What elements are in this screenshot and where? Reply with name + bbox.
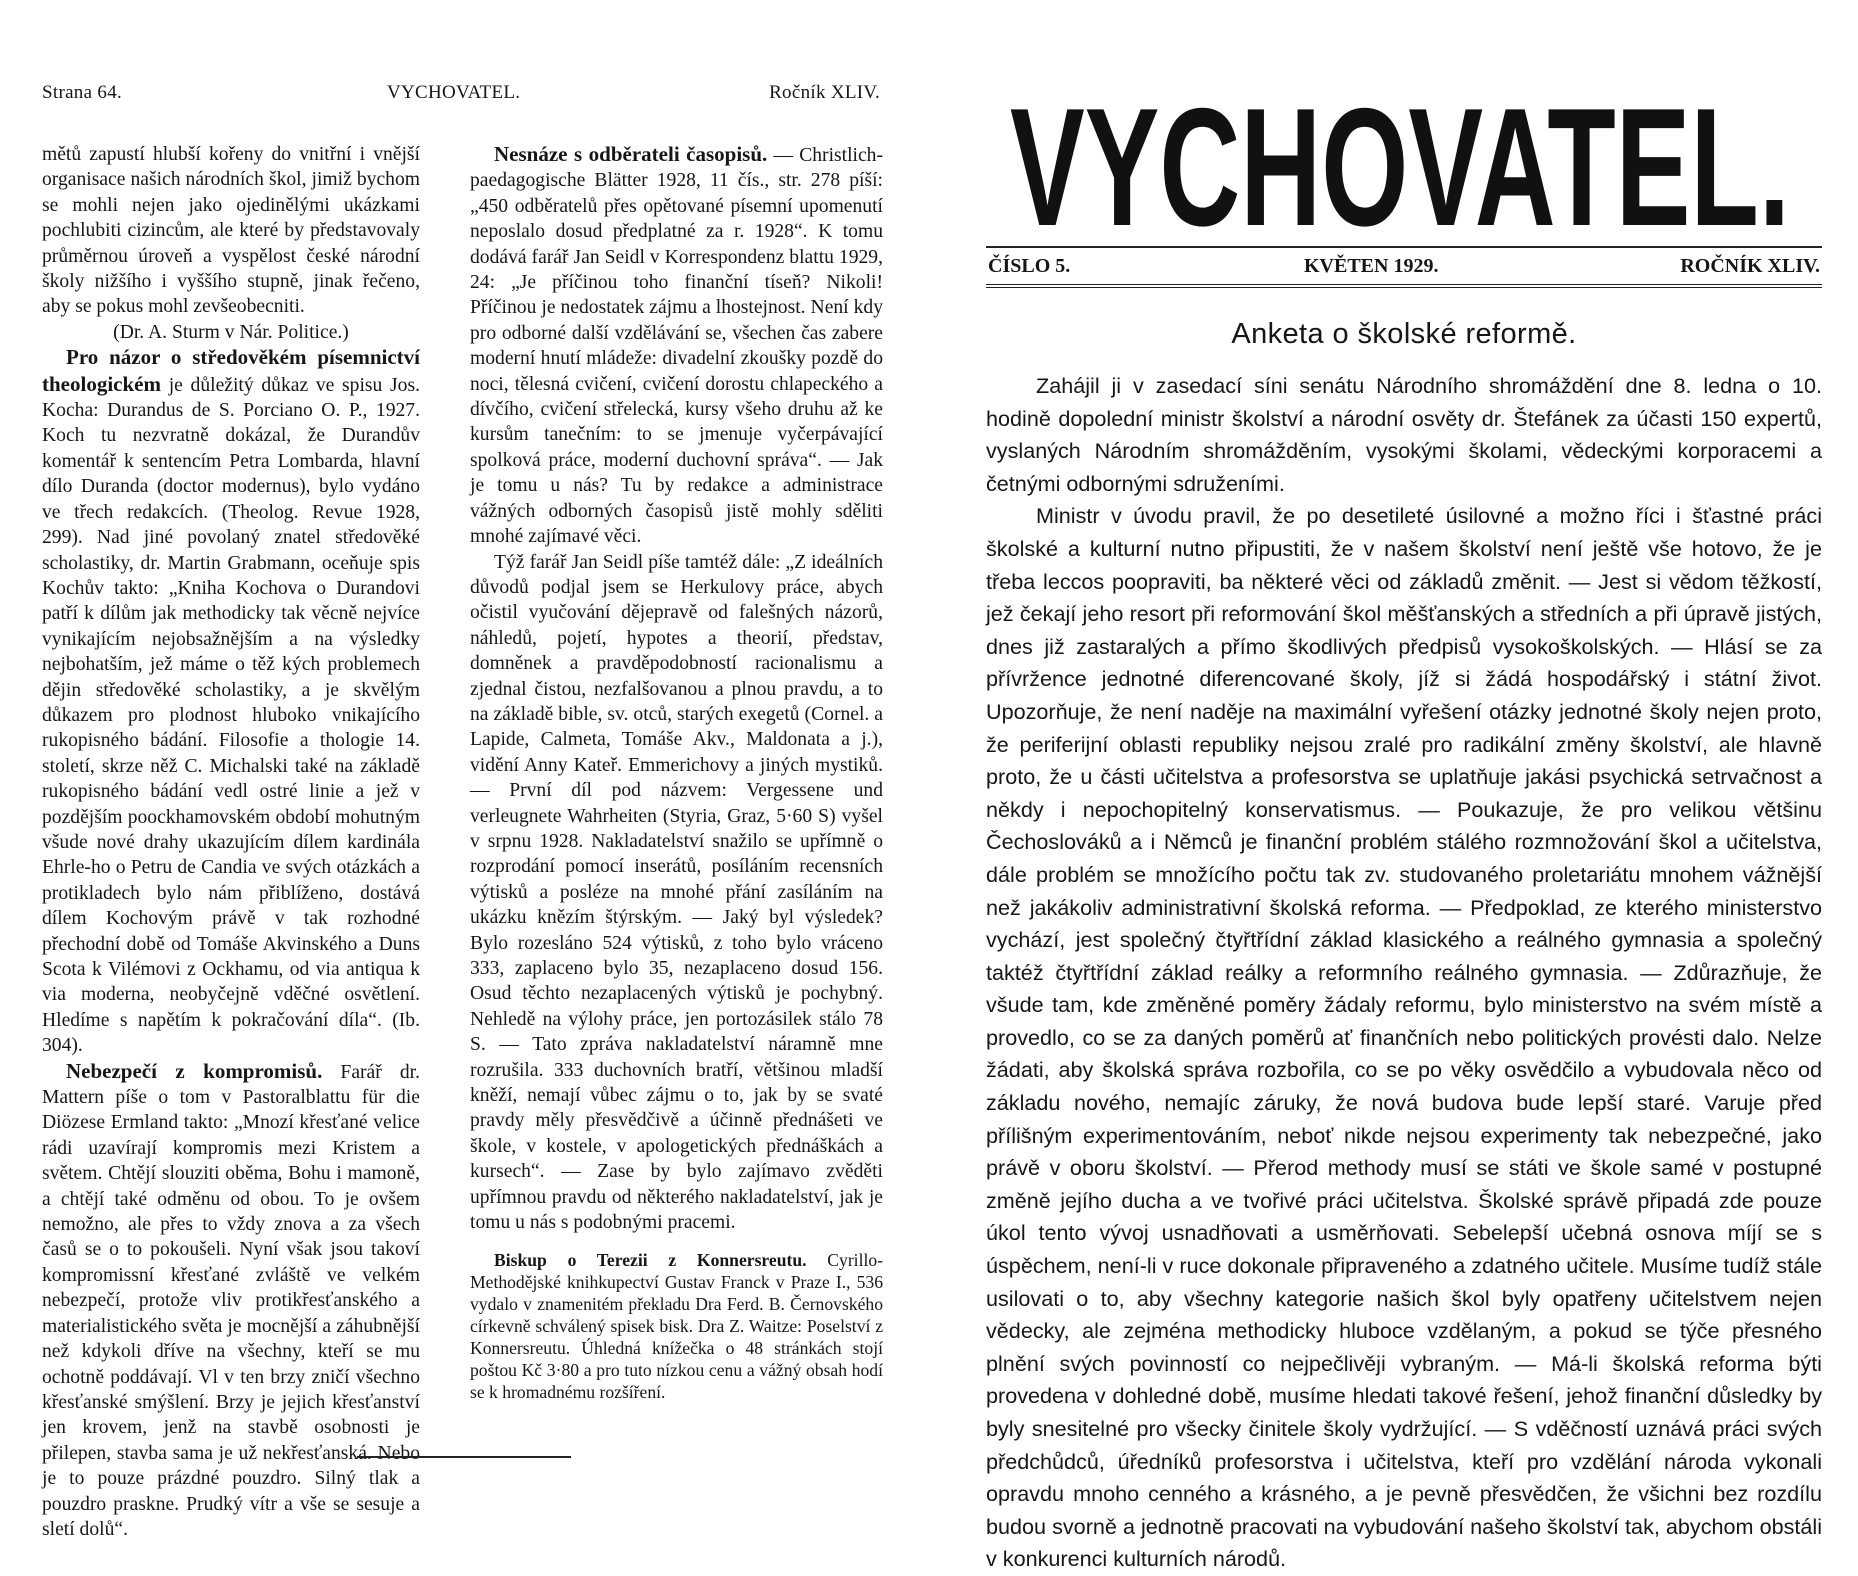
- issue-date: KVĚTEN 1929.: [1304, 255, 1439, 277]
- column-a-paragraph-3: [42, 1059, 420, 1543]
- column-a-paragraph-1: mětů zapustí hlubší kořeny do vnitřní i vnější organisace našich národních škol, jimiž bychom se mohli nejen jako ojedinělými ukázkami pochlubiti cizincům, ale které by představovaly průměrnou úroveň a vyspělost české národní školy nižšího i vyššího stupně, jinak řečeno, aby se pokus mohl zevšeobecniti.: [42, 144, 420, 318]
- issue-bar: [986, 246, 1822, 288]
- masthead: [1000, 75, 1800, 245]
- masthead-title: VYCHOVATEL.: [1010, 75, 1790, 245]
- article-title: Anketa o školské reformě.: [1231, 318, 1577, 350]
- section-text: je důležitý důkaz ve spisu Jos. Kocha: Durandus de S. Porciano O. P., 1927. Koch tu nezvratně dokázal, že Durandův komentář k sentencím Petra Lombarda, hlavní dílo Duranda (doctor modernus), bylo vydáno ve třech redakcích. (Theolog. Revue 1928, 299). Nad jiné povolaný znatel středověké scholastiky, dr. Martin Grabmann, oceňuje spis Kochův takto: „Kniha Kochova o Durandovi patří k dílům jak methodicky tak věcně nejvíce vynikajícím nejobsažnějším a na výsledky nejbohatším, jež máme o těž kých problemech dějin středověké scholastiky, a je skvělým důkazem pro plodnost hluboko vnikajícího rukopisného bádání. Filosofie a thologie 14. století, skrze něž C. Michalski také na základě rukopisného bádání vedl ostré linie a jež v pozdějším poockhamovském období mohutným všude nové drahy ukazujícím dílem kardinála Ehrle-ho o Petru de Candia ve svých otázkách a protikladech bylo nám přiblíženo, dostává dílem Kochovým právě v tak rozhodné přechodní době od Tomáše Akvinského a Duns Scota k Vilémovi z Ockhamu, od via antiqua k via moderna, neobyčejně vděčné osvětlení. Hledíme s napětím k pokračování díla“. (Ib. 304).: [42, 374, 420, 1057]
- article-paragraph-2: Ministr v úvodu pravil, že po desetileté úsilovné a možno říci i šťastné práci školské a kulturní nutno připustiti, že v našem školství není ještě vše hotovo, že je třeba leccos poopraviti, ba některé věci od základů změnit. — Jest si vědom těžkostí, jež čekají jeho resort při reformování škol měšťanských a středních a při úpravě jistých, dnes již zastaralých a přímo škodlivých předpisů vysokoškolských. — Hlásí se za přívržence jednotné diferencované školy, jíž si žádá hospodářský i státní život. Upozorňuje, že není naděje na maximální vyřešení otázky jednotné školy nejen proto, že periferijní oblasti republiky nejsou zralé pro radikální změny školství, ale hlavně proto, že u části učitelstva a profesorstva se uplatňuje jakási psychická setrvačnost a někdy i nepochopitelný konservatismus. — Poukazuje, že pro velikou většinu Čechoslováků a i Němců je finanční problém stálého rozmnožování škol a učitelstva, dále problém se množícího počtu tak zv. studovaného proletariátu mnohem vážnější než jakákoliv administrativní školská reforma. — Předpoklad, ze kterého ministerstvo vychází, jest společný čtyřtřídní základ klasického a reálného gymnasia a společný taktéž čtyřtřídní základ reálky a reformního reálného gymnasia. — Zdůrazňuje, že všude tam, kde změněné poměry žádaly reformu, bylo ministerstvo na svém místě a provedlo, co se za daných poměrů ať finančních nebo politických provésti dalo. Nelze žádati, aby školská správa rozbořila, co se po věky osvědčilo a vybudovala něco od základu nového, nemajíc záruky, že nová budova bude lepší staré. Varuje před přílišným experimentováním, neboť nikde nejsou experimenty tak nebezpečné, jako právě v oboru školství. — Přerod methody musí se státi ve škole samé v postupné změně jejího ducha a ve tvořivé práci učitelstva. Školské správě připadá zde pouze úkol tento vývoj usnadňovati a usměrňovati. Sebelepší učebná osnova míjí se s úspěchem, není-li v ruce dokonale připraveného a zdatného učitele. Musíme tudíž stále usilovati o to, aby všechny kategorie našich škol byly opatřeny učitelstvem nejen vědecky, ale zejména methodicky hluboce vzdělaným, a pokud se týče přesného plnění svých povinností co nejpečlivěji vybraným. — Má-li školská reforma býti provedena v dohledné době, musíme hledati takové řešení, jehož finanční důsledky by byly snesitelné pro všecky činitele školy vydržující. — S vděčností uznává práci svých předchůdců, úředníků profesorstva i učitelstva, kteří pro vzdělání národa vykonali opravdu mnoho cenného a krásného, a je pevně přesvědčen, že všichni bez rozdílu budou svorně a jednotně pracovati na vybudování našeho školství tak, abychom obstáli v konkurenci kulturních národů.: [986, 503, 1822, 1572]
- section-text: Farář dr. Mattern píše o tom v Pastoralblattu für die Diözese Ermland takto: „Mnozí křesťané velice rádi uzavírají kompromis mezi Kristem a světem. Chtějí slouziti oběma, Bohu i mamoně, a chtějí také odměnu od obou. To je ovšem nemožno, ale přes to vždy znova a za všech časů se o to pokoušeli. Nyní však jsou takoví kompromissní křesťané zvláště ve velkém nebezpečí, protože vliv protikřesťanského a materialistického světa je mocnější a záhubnější než kdykoli dříve na všechny, kteří se mu ochotně poddávají. Vl v ten brzy zničí všechno křesťanské smýšlení. Brzy je jejich křesťanství jen krovem, jenž na stavbě osobnosti je přilepen, stavba sama je už nekřesťanská. Nebo je to pouze prázdné pouzdro. Silný tlak a pouzdro praskne. Prudký vítr a vše se sesuje a sletí dolů“.: [42, 1061, 420, 1540]
- column-a-paragraph-2: [42, 345, 420, 1058]
- column-b-paragraph-3: [470, 1249, 883, 1403]
- bottom-rule: [357, 1456, 571, 1458]
- right-page: [960, 0, 1858, 1572]
- article-paragraph-1: Zahájil ji v zasedací síni senátu Národního shromáždění dne 8. ledna o 10. hodině dopolední ministr školství a národní osvěty dr. Štefánek za účasti 150 expertů, vyslaných Národním shromážděním, vysokými školami, vědeckými korporacemi a četnými odbornými sdruženími.: [986, 373, 1822, 496]
- issue-volume: ROČNÍK XLIV.: [1680, 255, 1820, 277]
- section-heading: Pro názor o středověkém písemnictví theologickém: [42, 345, 420, 396]
- section-heading: Nebezpečí z kompromisů.: [66, 1058, 323, 1083]
- section-text: — Christlich-paedagogische Blätter 1928, 11 čís., str. 278 píší: „450 odběratelů přes opětované písemní upomenutí neposlalo dosud předplatné za r. 1928“. K tomu dodává farář Jan Seidl v Korrespondenz blattu 1929, 24: „Je příčinou toho finanční tíseň? Nikoli! Příčinou je nedostatek zájmu a lhostejnost. Není kdy pro odborné další vzdělávání se, všechen čas zabere moderní hnutí mládeže: divadelní zkoušky pozdě do noci, tělesná cvičení, cvičení dorostu chlapeckého a dívčího, cvičení střelecká, kursy všeho druhu až ke kursům tanečním: to se jmenuje vyčerpávající spolková práce, moderní duchovní správa“. — Jak je tomu u nás? Tu by redakce a administrace vážných odborných časopisů jistě mohly sděliti mnohé zajímavé věci.: [470, 145, 883, 548]
- column-b-paragraph-1: [470, 142, 883, 550]
- left-page: [0, 0, 930, 1540]
- running-title: VYCHOVATEL.: [387, 82, 521, 103]
- page-number: Strana 64.: [42, 82, 123, 103]
- source-citation: (Dr. A. Sturm v Nár. Politice.): [113, 321, 349, 343]
- right-column: [470, 142, 883, 1403]
- issue-number: ČÍSLO 5.: [988, 255, 1071, 277]
- section-heading: Nesnáze s odběrateli časopisů.: [494, 142, 768, 166]
- column-b-paragraph-2: Týž farář Jan Seidl píše tamtéž dále: „Z ideálních důvodů podjal jsem se Herkulovy práce, abych očistil vyučování dějepravě od falešných názorů, náhledů, pojetí, hypotes a theorií, představ, domněnek a pravděpodobností racionalismu a zjednal čistou, nezfalšovanou a plnou pravdu, a to na základě bible, sv. otců, starých exegetů (Cornel. a Lapide, Calmeta, Tomáše Akv., Maldonata a j.), vidění Anny Kateř. Emmerichovy a jiných mystiků. — První díl pod názvem: Vergessene und verleugnete Wahrheiten (Styria, Graz, 5·60 S) vyšel v srpnu 1928. Nakladatelství snažilo se upřímně o rozprodání pomocí inserátů, posíláním recensních výtisků a posléze na mnohé přání zasíláním na ukázku knězím štýrským. — Jaký byl výsledek? Bylo rozesláno 524 výtisků, z toho bylo vráceno 333, zaplaceno bylo 35, nezaplaceno dosud 156. Osud těchto nezaplacených výtisků je pochybný. Nehledě na výlohy práce, jen portozásilek stálo 78 S. — Tato zpráva nakladatelství náramně mne rozrušila. 333 duchovních bratří, většinou mladší kněží, nemají vůbec zájmu o to, jak by se svaté pravdy měly přesvědčivě a účinně přednášeti ve škole, v kostele, v apologetických přednáškách a kursech“. — Zase by bylo zajímavo zvěděti upřímnou pravdu od některého nakladatelství, jak je tomu u nás s podobnými pracemi.: [470, 551, 883, 1234]
- section-heading: Biskup o Terezii z Konnersreutu.: [494, 1250, 807, 1271]
- section-text: Cyrillo-Methodějské knihkupectví Gustav Franck v Praze I., 536 vydalo v znamenitém překladu Dra Ferd. B. Černovského církevně schválený spisek bisk. Dra Z. Waitze: Poselství z Konnersreutu. Úhledná knížečka o 48 stránkách stojí poštou Kč 3·80 a pro tuto nízkou cenu a vážný obsah hodí se k hromadnému rozšíření.: [470, 1250, 883, 1403]
- running-volume: Ročník XLIV.: [769, 82, 880, 103]
- left-column: [42, 142, 420, 1542]
- article-body: [986, 370, 1822, 1576]
